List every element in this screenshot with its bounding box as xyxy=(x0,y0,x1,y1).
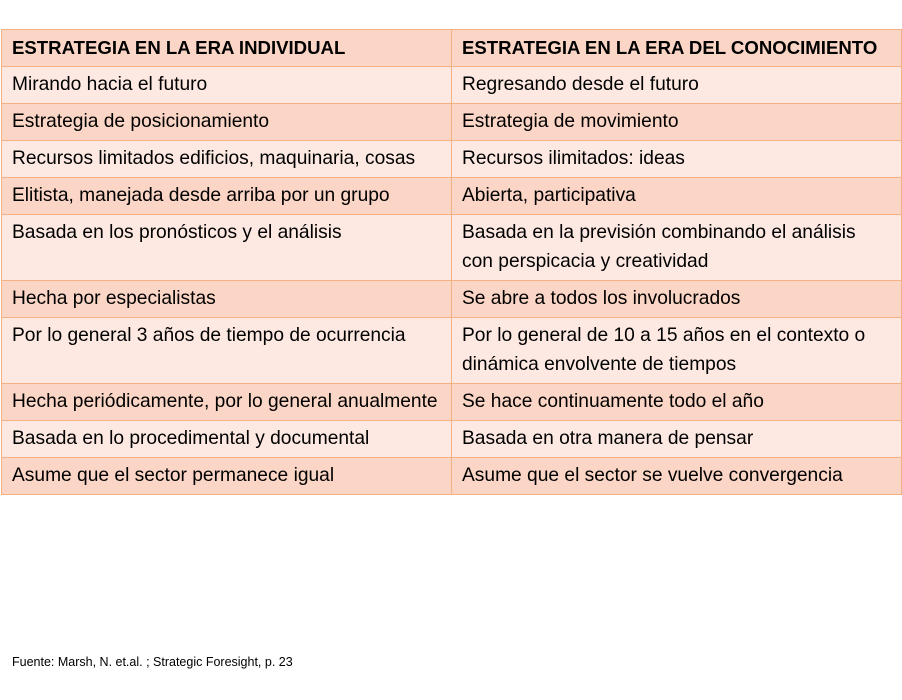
cell-conocimiento: Asume que el sector se vuelve convergencia xyxy=(452,458,902,495)
table-row xyxy=(2,178,902,215)
cell-individual: Hecha periódicamente, por lo general anualmente xyxy=(2,384,452,421)
table-row xyxy=(2,215,902,281)
table-row xyxy=(2,281,902,318)
cell-conocimiento: Abierta, participativa xyxy=(452,178,902,215)
comparison-table-container xyxy=(1,29,901,495)
cell-conocimiento: Por lo general de 10 a 15 años en el contexto o dinámica envolvente de tiempos xyxy=(452,318,902,384)
table-row xyxy=(2,421,902,458)
table-row xyxy=(2,67,902,104)
cell-conocimiento: Estrategia de movimiento xyxy=(452,104,902,141)
cell-conocimiento: Basada en la previsión combinando el análisis con perspicacia y creatividad xyxy=(452,215,902,281)
table-row xyxy=(2,458,902,495)
cell-individual: Basada en los pronósticos y el análisis xyxy=(2,215,452,281)
cell-individual: Mirando hacia el futuro xyxy=(2,67,452,104)
cell-individual: Hecha por especialistas xyxy=(2,281,452,318)
cell-conocimiento: Regresando desde el futuro xyxy=(452,67,902,104)
table-row xyxy=(2,384,902,421)
table-row xyxy=(2,318,902,384)
cell-conocimiento: Se hace continuamente todo el año xyxy=(452,384,902,421)
table-header-row xyxy=(2,30,902,67)
cell-individual: Elitista, manejada desde arriba por un grupo xyxy=(2,178,452,215)
header-era-conocimiento: ESTRATEGIA EN LA ERA DEL CONOCIMIENTO xyxy=(452,30,902,67)
table-row xyxy=(2,104,902,141)
cell-individual: Recursos limitados edificios, maquinaria, cosas xyxy=(2,141,452,178)
cell-individual: Basada en lo procedimental y documental xyxy=(2,421,452,458)
cell-conocimiento: Basada en otra manera de pensar xyxy=(452,421,902,458)
comparison-table xyxy=(1,29,902,495)
table-row xyxy=(2,141,902,178)
cell-individual: Por lo general 3 años de tiempo de ocurrencia xyxy=(2,318,452,384)
source-citation: Fuente: Marsh, N. et.al. ; Strategic Foresight, p. 23 xyxy=(12,655,293,669)
header-era-individual: ESTRATEGIA EN LA ERA INDIVIDUAL xyxy=(2,30,452,67)
cell-conocimiento: Se abre a todos los involucrados xyxy=(452,281,902,318)
cell-conocimiento: Recursos ilimitados: ideas xyxy=(452,141,902,178)
cell-individual: Estrategia de posicionamiento xyxy=(2,104,452,141)
cell-individual: Asume que el sector permanece igual xyxy=(2,458,452,495)
